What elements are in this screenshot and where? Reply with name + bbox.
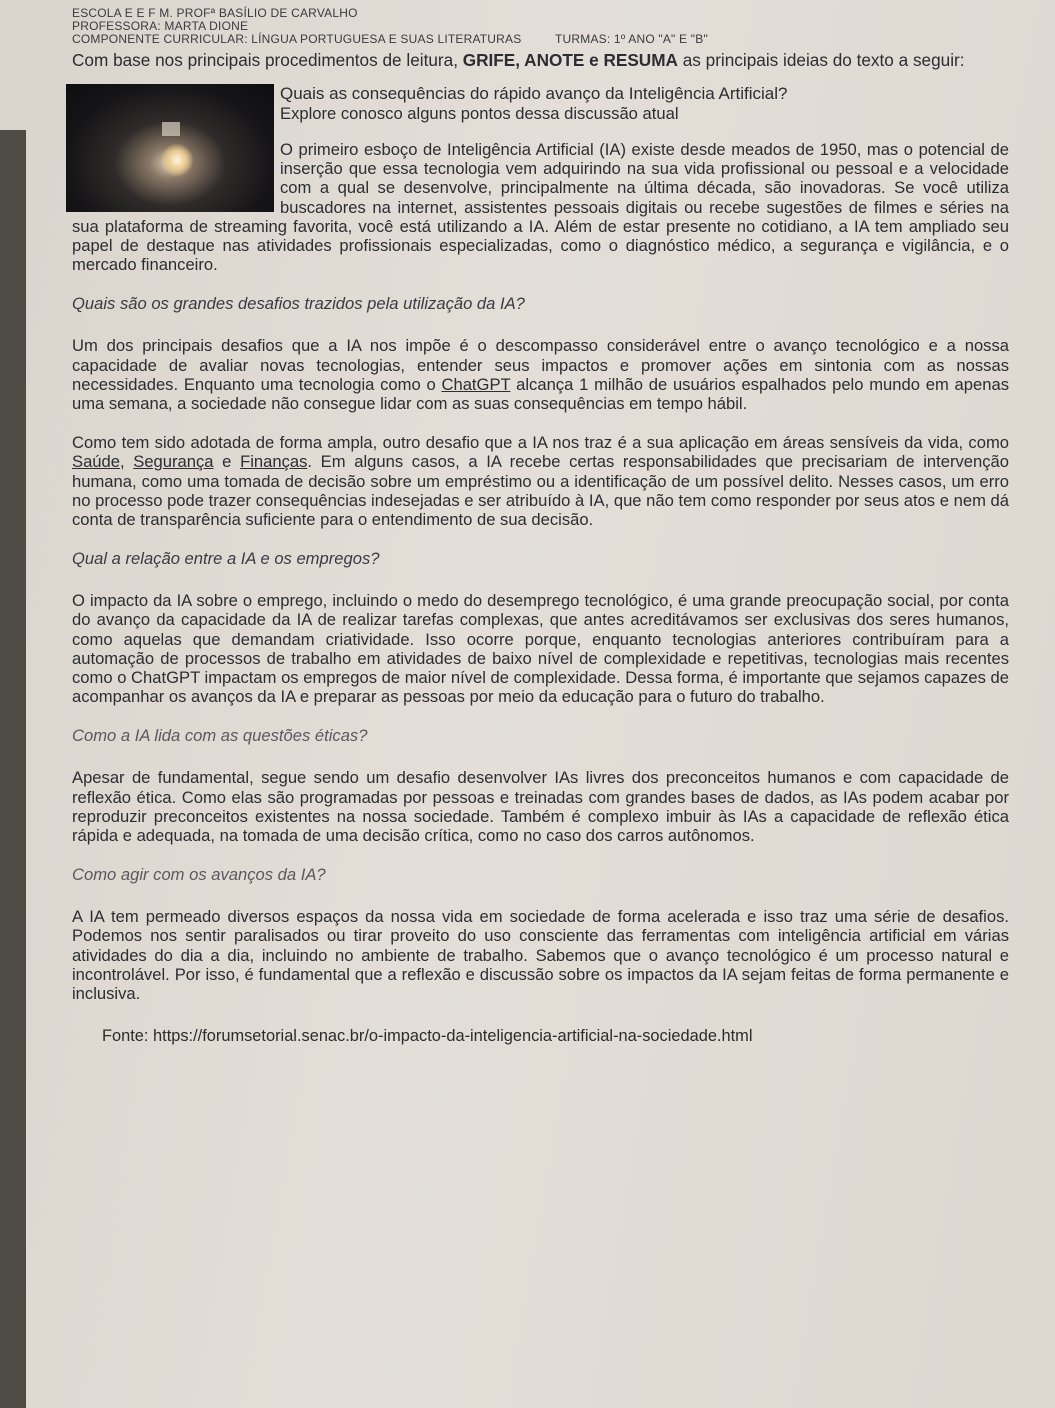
instructions-bold: GRIFE, ANOTE e RESUMA — [462, 50, 678, 70]
article-title-question: Quais as consequências do rápido avanço da Inteligência Artificial? — [280, 84, 788, 103]
saude-link[interactable]: Saúde — [72, 452, 120, 472]
source-link[interactable]: Fonte: https://forumsetorial.senac.br/o-impacto-da-inteligencia-artificial-na-sociedade.html — [102, 1027, 753, 1046]
p3-text-a: Como tem sido adotada de forma ampla, outro desafio que a IA nos traz é a sua aplicação em áreas sensíveis da vida, como — [72, 433, 1009, 453]
chatgpt-link[interactable]: ChatGPT — [441, 374, 511, 394]
ai-sign-shape — [162, 122, 180, 136]
paragraph-4: O impacto da IA sobre o emprego, incluindo o medo do desemprego tecnológico, é uma grande preocupação social, por conta do avanço da capacidade da IA de realizar tarefas complexas, que antes acreditávamos ser exclusivas dos seres humanos, como aquelas que demandam criatividade. Isso ocorre porque, enquanto tecnologias anteriores contribuíram para a automação de processos de trabalho em atividades de baixo nível de complexidade e repetitivas, tecnologias mais recentes como o ChatGPT impactam os empregos de maior nível de complexidade. Dessa forma, é importante que sejamos capazes de acompanhar os avanços da IA e preparar as pessoas por meio da educação para o futuro do trabalho. — [72, 591, 1009, 707]
heading-challenges: Quais são os grandes desafios trazidos pela utilização da IA? — [72, 294, 525, 314]
paragraph-1: O primeiro esboço de Inteligência Artificial (IA) existe desde meados de 1950, mas o potencial de inserção que essa tecnologia vem adquirindo na sua vida profissional ou pessoal e a velocidade com a qual se desenvolve, principalmente na última década, são inovadoras. Se você utiliza buscadores na internet, assistentes pessoais digitais ou recebe sugestões de filmes e séries na sua plataforma de streaming favorita, você está utilizando a IA. Além de estar presente no cotidiano, a IA tem ampliado seu papel de destaque nas atividades profissionais especializadas, como o diagnóstico médico, a segurança e vigilância, e o mercado financeiro. — [72, 140, 1009, 275]
instructions-part1: Com base nos principais procedimentos de leitura, — [72, 50, 463, 70]
heading-ethics: Como a IA lida com as questões éticas? — [72, 726, 368, 746]
instructions-part2: as principais ideias do texto a seguir: — [677, 50, 965, 70]
light-glow-shape — [161, 144, 193, 176]
paragraph-2 — [72, 336, 1009, 413]
p3-sep-1: , — [119, 452, 134, 472]
article-intro-block — [72, 84, 1009, 274]
instructions — [72, 50, 1009, 70]
p2-text-a: Um dos principais desafios que a IA nos impõe é o descompasso considerável entre o avanço tecnológico e a nossa capacidade de avaliar novas tecnologias, entender seus impactos e promover ações em sintonia com as nossas necessidades. Enquanto uma tecnologia como o — [72, 336, 1009, 394]
ai-photo-icon — [66, 84, 274, 212]
article-subtitle: Explore conosco alguns pontos dessa discussão atual — [280, 104, 679, 123]
component-text: COMPONENTE CURRICULAR: LÍNGUA PORTUGUESA E SUAS LITERATURAS — [72, 32, 522, 46]
school-name: ESCOLA E E F M. PROFª BASÍLIO DE CARVALHO — [72, 6, 358, 20]
paragraph-3 — [72, 433, 1009, 529]
heading-jobs: Qual a relação entre a IA e os empregos? — [72, 549, 380, 569]
p3-sep-2: e — [213, 452, 241, 472]
page-shadow-edge — [0, 130, 26, 1408]
p3-text-b: . Em alguns casos, a IA recebe certas responsabilidades que precisariam de intervenção humana, como uma tomada de decisão sobre um empréstimo ou a identificação de um possível delito. Nesses casos, um erro no processo pode trazer consequências indesejadas e ser atribuído à IA, que não tem como responder por seus atos e nem dá conta de transparência suficiente para o entendimento de sua decisão. — [72, 452, 1009, 530]
curricular-component — [72, 33, 1009, 46]
heading-how-to-act: Como agir com os avanços da IA? — [72, 865, 326, 885]
seguranca-link[interactable]: Segurança — [133, 452, 214, 472]
teacher-name: PROFESSORA: MARTA DIONE — [72, 19, 249, 33]
p2-text-b: alcança 1 milhão de usuários espalhados pelo mundo em apenas uma semana, a sociedade não consegue lidar com as suas consequências em tempo hábil. — [72, 374, 1009, 414]
classes-text: TURMAS: 1º ANO "A" E "B" — [554, 32, 708, 46]
paragraph-6: A IA tem permeado diversos espaços da nossa vida em sociedade de forma acelerada e isso traz uma série de desafios. Podemos nos sentir paralisados ou tirar proveito do uso consciente das ferramentas com inteligência artificial em várias atividades do dia a dia, incluindo no ambiente de trabalho. Sabemos que o avanço tecnológico é um processo natural e incontrolável. Por isso, é fundamental que a reflexão e discussão sobre os impactos da IA sejam feitas de forma permanente e inclusiva. — [72, 907, 1009, 1004]
paragraph-5: Apesar de fundamental, segue sendo um desafio desenvolver IAs livres dos preconceitos humanos e com capacidade de reflexão ética. Como elas são programadas por pessoas e treinadas com grandes bases de dados, as IAs podem acabar por reproduzir preconceitos existentes na nossa sociedade. Também é complexo imbuir às IAs a capacidade de reflexão ética rápida e adequada, na tomada de uma decisão crítica, como no caso dos carros autônomos. — [72, 768, 1009, 846]
financas-link[interactable]: Finanças — [240, 452, 308, 472]
